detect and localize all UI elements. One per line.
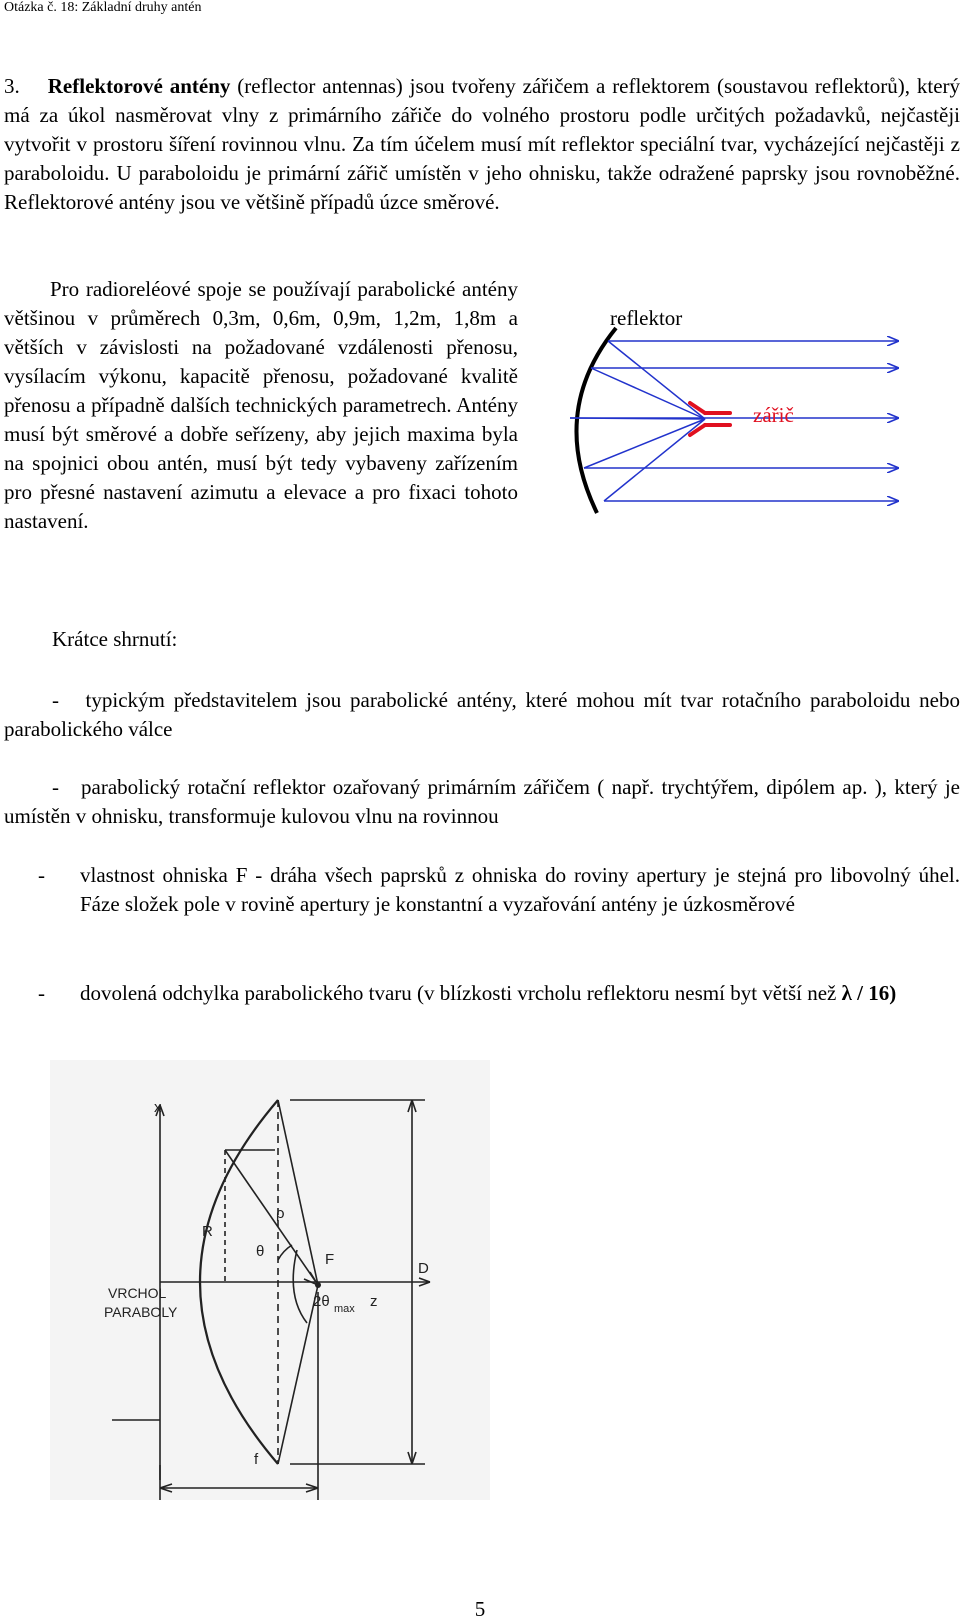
section-3-paragraph	[4, 72, 960, 217]
radio-relay-paragraph	[4, 275, 518, 536]
page-number: 5	[474, 1597, 486, 1621]
summary-item-dash: -	[38, 981, 45, 1005]
label-theta: θ	[256, 1243, 265, 1260]
summary-item-2	[4, 773, 960, 831]
reflector-antenna-diagram	[560, 295, 960, 530]
lambda-fraction: λ / 16)	[841, 981, 897, 1005]
summary-item-text: typickým představitelem jsou parabolické antény, které mohou mít tvar rotačního paraboloidu nebo parabolického válce	[4, 688, 960, 741]
rays	[570, 341, 898, 501]
summary-item-3	[38, 861, 960, 919]
vertex-label-line2: PARABOLY	[104, 1304, 178, 1320]
reflector-curve	[576, 328, 616, 513]
label-f: f	[254, 1451, 259, 1468]
label-z: z	[370, 1293, 378, 1310]
summary-item-text: vlastnost ohniska F - dráha všech paprsků z ohniska do roviny apertury je stejná pro libovolný úhel. Fáze složek pole v rovině apertury je konstantní a vyzařování antény je úzkosměrové	[80, 863, 960, 916]
section-text: (reflector antennas) jsou tvořeny zářičem a reflektorem (soustavou reflektorů), který má za úkol nasměrovat vlny z primárního zářiče do volného prostoru podle určitých požadavků, nejčastěji vytvořit v prostoru šíření rovinnou vlnu. Za tím účelem musí mít reflektor speciální tvar, vycházející nejčastěji z paraboloidu. U paraboloidu je primární zářič umístěn v jeho ohnisku, takže odražené paprsky jsou rovnoběžné. Reflektorové antény jsou ve většině případů úzce směrové.	[4, 74, 960, 214]
label-d: D	[418, 1260, 429, 1277]
label-two-theta: 2θ	[313, 1293, 330, 1310]
summary-title: Krátce shrnutí:	[52, 627, 178, 651]
label-max: max	[334, 1303, 355, 1315]
summary-item-text: dovolená odchylka parabolického tvaru (v blízkosti vrcholu reflektoru nesmí byt větší než	[80, 981, 842, 1005]
summary-item-4	[38, 979, 960, 1008]
radiator-label: zářič	[753, 403, 794, 427]
summary-item-text: parabolický rotační reflektor ozařovaný primárním zářičem ( např. trychtýřem, dipólem ap. ), který je umístěn v ohnisku, transformuje kulovou vlnu na rovinnou	[4, 775, 960, 828]
radio-relay-text: Pro radioreléové spoje se používají parabolické antény většinou v průměrech 0,3m, 0,6m, 0,9m, 1,2m, 1,8m a větších v závislosti na požadované vzdálenosti přenosu, vysílacím výkonu, kapacitě přenosu, požadované kvalitě přenosu a případně dalších technických parametrech. Antény musí být směrové a dobře seřízeny, aby jejich maxima byla na spojnici obou antén, musí být tedy vybaveny zařízením pro přesné nastavení azimutu a elevace a pro fixaci tohoto nastavení.	[4, 277, 518, 533]
parabola-geometry-diagram	[50, 1060, 490, 1500]
focus-point	[315, 1282, 321, 1288]
summary-item-dash: -	[52, 688, 59, 712]
summary-item-dash: -	[38, 863, 45, 887]
label-r: R	[202, 1223, 213, 1240]
summary-item-1	[4, 686, 960, 744]
section-term: Reflektorové antény	[47, 74, 231, 98]
summary-item-dash: -	[52, 775, 59, 799]
label-x: x	[154, 1099, 162, 1116]
page-header: Otázka č. 18: Základní druhy antén	[4, 0, 202, 15]
section-number: 3.	[4, 74, 20, 98]
vertex-label-line1: VRCHOL	[108, 1285, 167, 1301]
label-rho: ρ	[276, 1205, 285, 1222]
reflector-label: reflektor	[610, 306, 683, 330]
label-f-focus: F	[325, 1251, 335, 1268]
